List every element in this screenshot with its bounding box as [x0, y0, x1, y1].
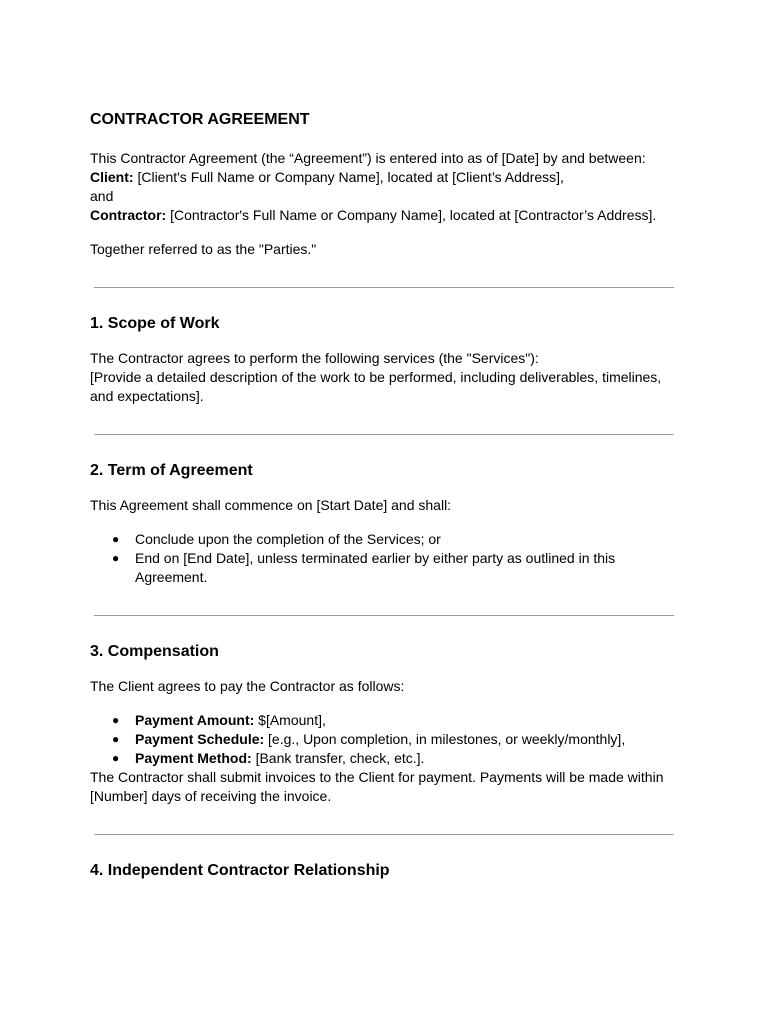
client-text: [Client's Full Name or Company Name], located at [Client’s Address], — [133, 169, 564, 185]
list-item — [90, 549, 635, 587]
bullet-icon: ● — [112, 751, 120, 765]
bullet-icon: ● — [112, 713, 120, 727]
section-divider — [94, 834, 674, 835]
contractor-line — [90, 206, 680, 225]
term-bullet-text: Conclude upon the completion of the Services; or — [135, 531, 441, 547]
document-content — [90, 110, 680, 896]
and-line: and — [90, 188, 114, 204]
term-bullet-list — [90, 530, 680, 587]
payment-amount-label: Payment Amount: — [135, 712, 255, 728]
bullet-icon: ● — [112, 532, 120, 546]
section-heading-scope: 1. Scope of Work — [90, 315, 220, 332]
payment-method-label: Payment Method: — [135, 750, 252, 766]
section-compensation — [90, 642, 680, 806]
scope-line-2: [Provide a detailed description of the work to be performed, including deliverables, timelines, and expectations]. — [90, 369, 662, 404]
section-heading-term: 2. Term of Agreement — [90, 462, 253, 479]
payment-schedule-text: [e.g., Upon completion, in milestones, or weekly/monthly], — [264, 731, 626, 747]
payment-schedule-label: Payment Schedule: — [135, 731, 265, 747]
list-item — [90, 530, 635, 549]
intro-block — [90, 149, 680, 259]
invoice-paragraph: The Contractor shall submit invoices to the Client for payment. Payments will be made within [Number] days of receiving the invoice. — [90, 769, 664, 804]
section-divider — [94, 287, 674, 288]
bullet-icon: ● — [112, 551, 120, 565]
term-bullet-text: End on [End Date], unless terminated earlier by either party as outlined in this Agreement. — [135, 550, 616, 585]
client-line — [90, 168, 680, 187]
scope-line-1: The Contractor agrees to perform the following services (the "Services"): — [90, 350, 539, 366]
payment-amount-text: $[Amount], — [254, 712, 326, 728]
compensation-intro: The Client agrees to pay the Contractor as follows: — [90, 678, 405, 694]
section-term-of-agreement — [90, 461, 680, 587]
section-scope-of-work — [90, 314, 680, 406]
section-heading-relationship: 4. Independent Contractor Relationship — [90, 862, 390, 879]
section-heading-compensation: 3. Compensation — [90, 643, 219, 660]
term-intro: This Agreement shall commence on [Start Date] and shall: — [90, 497, 452, 513]
section-independent-contractor — [90, 861, 680, 881]
payment-method-text: [Bank transfer, check, etc.]. — [251, 750, 425, 766]
list-item — [90, 711, 635, 730]
list-item — [90, 730, 635, 749]
section-divider — [94, 434, 674, 435]
parties-line: Together referred to as the "Parties." — [90, 241, 317, 257]
bullet-icon: ● — [112, 732, 120, 746]
payment-bullet-list — [90, 711, 680, 768]
intro-opening: This Contractor Agreement (the “Agreement”) is entered into as of [Date] by and between: — [90, 150, 646, 166]
client-label: Client: — [90, 169, 134, 185]
contractor-text: [Contractor's Full Name or Company Name], located at [Contractor’s Address]. — [166, 207, 657, 223]
section-divider — [94, 615, 674, 616]
list-item — [90, 749, 635, 768]
document-title: CONTRACTOR AGREEMENT — [90, 111, 310, 128]
contractor-label: Contractor: — [90, 207, 167, 223]
